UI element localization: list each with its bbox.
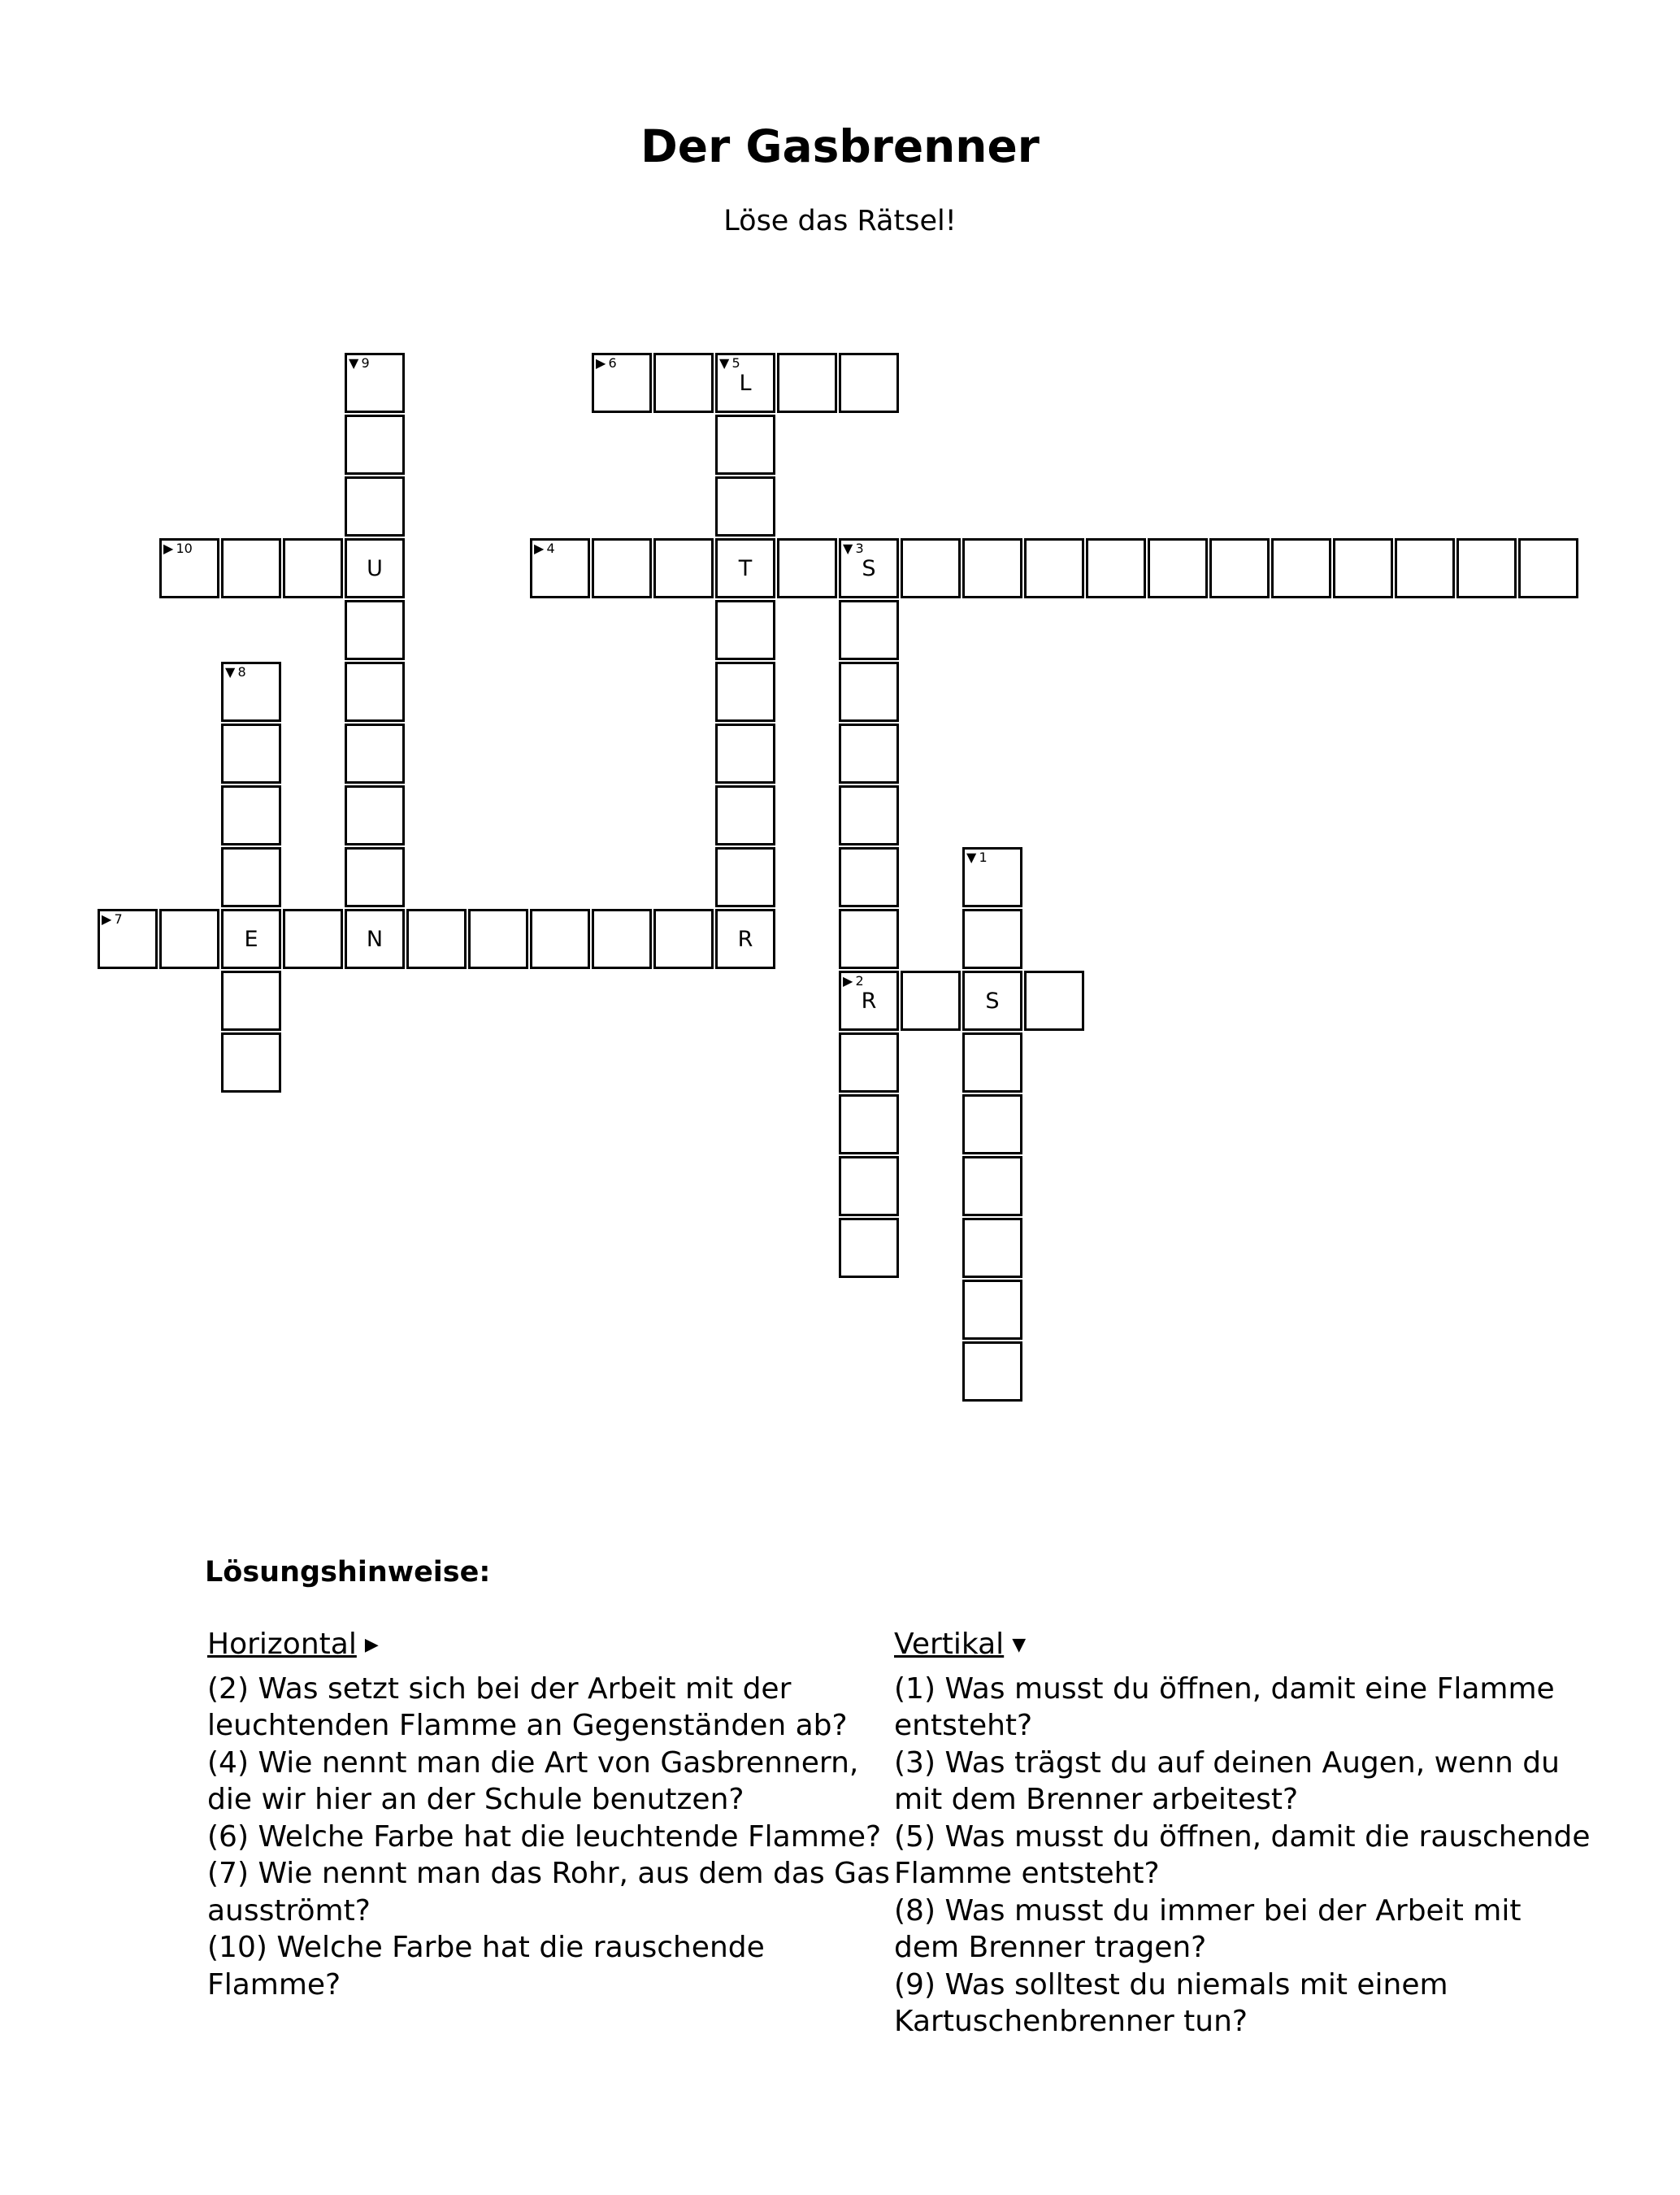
crossword-cell[interactable] [839,538,899,598]
crossword-cell[interactable] [653,353,714,413]
crossword-cell[interactable] [715,724,775,784]
clue-number: ▼ 1 [966,850,988,865]
cell-letter: N [366,927,384,952]
clue-number: ▶ 10 [163,541,193,556]
crossword-cell[interactable] [715,476,775,537]
crossword-cell[interactable] [345,909,405,969]
crossword-cell[interactable] [406,909,467,969]
horizontal-heading [207,1626,894,1664]
crossword-cell[interactable] [345,353,405,413]
crossword-cell[interactable] [345,662,405,722]
crossword-cell[interactable] [1209,538,1270,598]
crossword-cell[interactable] [839,1156,899,1216]
crossword-cell[interactable] [777,538,837,598]
crossword-cell[interactable] [1395,538,1455,598]
crossword-cell[interactable] [962,971,1022,1031]
cell-letter: S [862,556,876,581]
clue-across-7: (7) Wie nennt man das Rohr, aus dem das Gas ausströmt? [207,1857,890,1928]
crossword-cell[interactable] [715,909,775,969]
crossword-cell[interactable] [962,1280,1022,1340]
clue-down-1: (1) Was musst du öffnen, damit eine Flamme entsteht? [894,1671,1555,1743]
crossword-cell[interactable] [1086,538,1146,598]
down-triangle-icon: ▼ [1012,1635,1027,1656]
clue-number: ▼ 5 [719,355,740,371]
crossword-cell[interactable] [839,971,899,1031]
crossword-cell[interactable] [345,415,405,475]
crossword-cell[interactable] [1456,538,1517,598]
crossword-cell[interactable] [715,785,775,845]
crossword-cell[interactable] [839,662,899,722]
vertical-heading [894,1626,1593,1664]
vertical-label: Vertikal [894,1628,1005,1661]
horizontal-label: Horizontal [207,1628,357,1661]
crossword-cell[interactable] [839,785,899,845]
crossword-cell[interactable] [283,909,343,969]
vertical-clues [894,1626,1593,2041]
crossword-cell[interactable] [1333,538,1393,598]
page-title: Der Gasbrenner [640,120,1040,172]
cell-letter: E [244,927,258,952]
clue-number: ▼ 3 [843,541,864,556]
crossword-cell[interactable] [468,909,528,969]
horizontal-clues [207,1626,894,2003]
clue-down-5: (5) Was musst du öffnen, damit die rauschende Flamme entsteht? [894,1819,1591,1891]
crossword-cell[interactable] [962,1156,1022,1216]
clue-number: ▶ 7 [102,911,123,927]
crossword-cell[interactable] [839,600,899,660]
cell-letter: L [739,371,752,396]
crossword-cell[interactable] [839,1218,899,1278]
hints-heading: Lösungshinweise: [205,1556,491,1589]
crossword-cell[interactable] [653,538,714,598]
crossword-cell[interactable] [530,909,590,969]
crossword-cell[interactable] [1024,971,1084,1031]
crossword-cell[interactable] [839,724,899,784]
cell-letter: T [738,556,753,581]
crossword-cell[interactable] [221,1032,281,1093]
crossword-cell[interactable] [159,538,219,598]
crossword-cell[interactable] [715,415,775,475]
crossword-cell[interactable] [839,353,899,413]
crossword-cell[interactable] [839,909,899,969]
crossword-cell[interactable] [715,538,775,598]
crossword-cell[interactable] [221,538,281,598]
clue-across-6: (6) Welche Farbe hat die leuchtende Flamme? [207,1819,882,1854]
crossword-cell[interactable] [962,1341,1022,1402]
crossword-cell[interactable] [221,971,281,1031]
crossword-cell[interactable] [345,476,405,537]
crossword-cell[interactable] [592,909,652,969]
clue-number: ▶ 6 [596,355,617,371]
crossword-cell[interactable] [345,724,405,784]
crossword-cell[interactable] [839,1094,899,1154]
clue-number: ▼ 8 [225,664,246,680]
crossword-cell[interactable] [962,1218,1022,1278]
crossword-cell[interactable] [715,847,775,907]
crossword-cell[interactable] [221,909,281,969]
crossword-cell[interactable] [530,538,590,598]
crossword-cell[interactable] [345,600,405,660]
clue-across-10: (10) Welche Farbe hat die rauschende Flamme? [207,1931,765,2002]
crossword-cell[interactable] [1518,538,1578,598]
crossword-cell[interactable] [715,662,775,722]
crossword-cell[interactable] [962,1032,1022,1093]
right-triangle-icon: ▶ [364,1635,379,1656]
cell-letter: R [737,927,753,952]
cell-letter: S [985,989,1000,1014]
clue-down-3: (3) Was trägst du auf deinen Augen, wenn du mit dem Brenner arbeitest? [894,1745,1560,1817]
crossword-cell[interactable] [159,909,219,969]
crossword-cell[interactable] [962,538,1022,598]
crossword-cell[interactable] [839,1032,899,1093]
clue-across-2: (2) Was setzt sich bei der Arbeit mit der leuchtenden Flamme an Gegenständen ab? [207,1671,848,1743]
crossword-cell[interactable] [962,847,1022,907]
cell-letter: R [861,989,877,1014]
crossword-cell[interactable] [98,909,158,969]
crossword-cell[interactable] [839,847,899,907]
crossword-cell[interactable] [221,724,281,784]
clue-across-4: (4) Wie nennt man die Art von Gasbrennern, die wir hier an der Schule benutzen? [207,1745,859,1817]
crossword-cell[interactable] [592,353,652,413]
crossword-cell[interactable] [283,538,343,598]
crossword-cell[interactable] [221,847,281,907]
crossword-cell[interactable] [777,353,837,413]
crossword-cell[interactable] [715,600,775,660]
crossword-cell[interactable] [1148,538,1208,598]
crossword-cell[interactable] [221,662,281,722]
clue-number: ▶ 2 [843,973,864,989]
clue-number: ▶ 4 [534,541,555,556]
clue-down-8: (8) Was musst du immer bei der Arbeit mit dem Brenner tragen? [894,1893,1522,1965]
crossword-cell[interactable] [221,785,281,845]
crossword-cell[interactable] [901,971,961,1031]
crossword-cell[interactable] [1271,538,1331,598]
clue-down-9: (9) Was solltest du niemals mit einem Kartuschenbrenner tun? [894,1967,1448,2039]
crossword-cell[interactable] [592,538,652,598]
crossword-cell[interactable] [901,538,961,598]
crossword-cell[interactable] [345,847,405,907]
clue-number: ▼ 9 [349,355,370,371]
crossword-cell[interactable] [1024,538,1084,598]
page-subtitle: Löse das Rätsel! [723,205,957,237]
cell-letter: U [367,556,383,581]
crossword-cell[interactable] [653,909,714,969]
crossword-cell[interactable] [962,1094,1022,1154]
crossword-cell[interactable] [345,785,405,845]
crossword-cell[interactable] [345,538,405,598]
crossword-cell[interactable] [962,909,1022,969]
crossword-cell[interactable] [715,353,775,413]
